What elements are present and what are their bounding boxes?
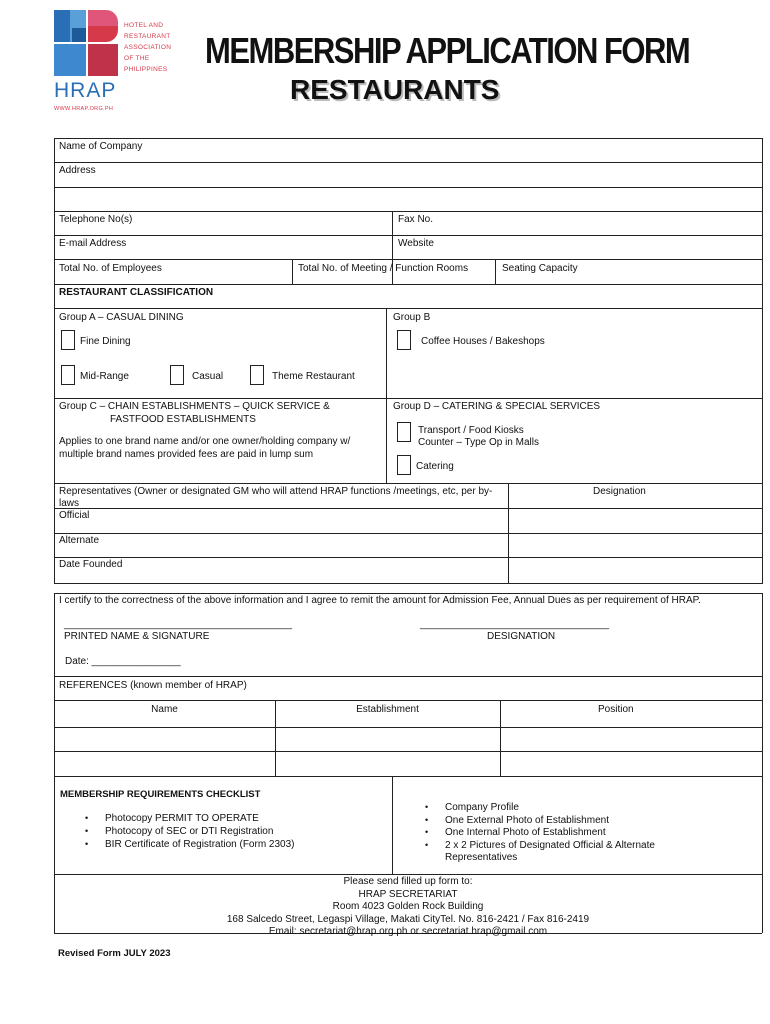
list-item: BIR Certificate of Registration (Form 2303) [105, 839, 295, 850]
group-b-label: Group B [393, 312, 431, 323]
fine-dining-label: Fine Dining [80, 336, 131, 347]
date-field[interactable]: Date: ________________ [65, 656, 181, 667]
references-col-position: Position [598, 704, 634, 715]
group-d-label: Group D – CATERING & SPECIAL SERVICES [393, 401, 601, 412]
association-name: HOTEL AND RESTAURANT ASSOCIATION OF THE PHILIPPINES [124, 22, 172, 73]
designation-label: DESIGNATION [487, 631, 556, 642]
fax-label: Fax No. [398, 214, 434, 225]
official-label: Official [59, 510, 90, 521]
references-col-establishment: Establishment [356, 704, 419, 715]
meeting-rooms-label: Total No. of Meeting / Function Rooms [298, 263, 469, 274]
theme-restaurant-label: Theme Restaurant [272, 371, 355, 382]
company-name-label: Name of Company [59, 141, 143, 152]
transport-label: Transport / Food Kiosks [418, 425, 524, 436]
list-item: Representatives [445, 852, 518, 863]
revision-note: Revised Form JULY 2023 [58, 948, 171, 959]
telephone-label: Telephone No(s) [59, 214, 133, 225]
list-item: Photocopy of SEC or DTI Registration [105, 826, 274, 837]
references-col-name: Name [151, 704, 178, 715]
designation-line[interactable]: __________________________________ [420, 619, 610, 630]
group-c-label: Group C – CHAIN ESTABLISHMENTS – QUICK SERVICE & [59, 401, 330, 412]
employees-label: Total No. of Employees [59, 263, 162, 274]
logo-text: HRAP [54, 79, 117, 102]
representatives-heading-2: laws [59, 498, 80, 509]
list-item: One Internal Photo of Establishment [445, 827, 606, 838]
group-c-note: Applies to one brand name and/or one owner/holding company w/ [59, 436, 351, 447]
form-subtitle: RESTAURANTS [290, 74, 500, 105]
alternate-label: Alternate [59, 535, 100, 546]
checklist-heading: MEMBERSHIP REQUIREMENTS CHECKLIST [60, 789, 261, 800]
mid-range-label: Mid-Range [80, 371, 129, 382]
mid-range-checkbox[interactable] [61, 365, 75, 385]
form-title: MEMBERSHIP APPLICATION FORM [205, 30, 690, 72]
website-label: Website [398, 238, 434, 249]
date-founded-label: Date Founded [59, 559, 123, 570]
casual-checkbox[interactable] [170, 365, 184, 385]
coffee-label: Coffee Houses / Bakeshops [421, 336, 545, 347]
list-item: Company Profile [445, 802, 519, 813]
group-c-note-2: multiple brand names provided fees are paid in lump sum [59, 449, 314, 460]
certification-text: I certify to the correctness of the above information and I agree to remit the amount for Admission Fee, Annual Dues as per requirement of HRAP. [59, 595, 701, 606]
address-label: Address [59, 165, 96, 176]
printed-name-label: PRINTED NAME & SIGNATURE [64, 631, 210, 642]
mailing-instructions: Please send filled up form to: HRAP SECRETARIAT Room 4023 Golden Rock Building 168 Salcedo Street, Legaspi Village, Makati CityTel. No. 816-2421 / Fax 816-2419 Email: secretariat@hrap.org.ph or secretariat.hrap@gmail.com [226, 876, 590, 937]
theme-restaurant-checkbox[interactable] [250, 365, 264, 385]
designation-header: Designation [593, 486, 646, 497]
seating-label: Seating Capacity [502, 263, 578, 274]
representatives-heading: Representatives (Owner or designated GM who will attend HRAP functions /meetings, etc, per by- [59, 486, 493, 497]
logo-url: WWW.HRAP.ORG.PH [54, 106, 114, 112]
casual-label: Casual [192, 371, 224, 382]
transport-checkbox[interactable] [397, 422, 411, 442]
list-item: 2 x 2 Pictures of Designated Official & Alternate [445, 840, 655, 851]
group-a-label: Group A – CASUAL DINING [59, 312, 184, 323]
email-label: E-mail Address [59, 238, 127, 249]
group-c-label-2: FASTFOOD ESTABLISHMENTS [110, 414, 256, 425]
coffee-checkbox[interactable] [397, 330, 411, 350]
transport-label-2: Counter – Type Op in Malls [418, 437, 539, 448]
signature-line[interactable]: _________________________________________ [64, 619, 293, 630]
list-item: Photocopy PERMIT TO OPERATE [105, 813, 259, 824]
catering-checkbox[interactable] [397, 455, 411, 475]
references-heading: REFERENCES (known member of HRAP) [59, 680, 247, 691]
catering-label: Catering [416, 461, 454, 472]
list-item: One External Photo of Establishment [445, 815, 609, 826]
fine-dining-checkbox[interactable] [61, 330, 75, 350]
classification-heading: RESTAURANT CLASSIFICATION [59, 287, 214, 298]
